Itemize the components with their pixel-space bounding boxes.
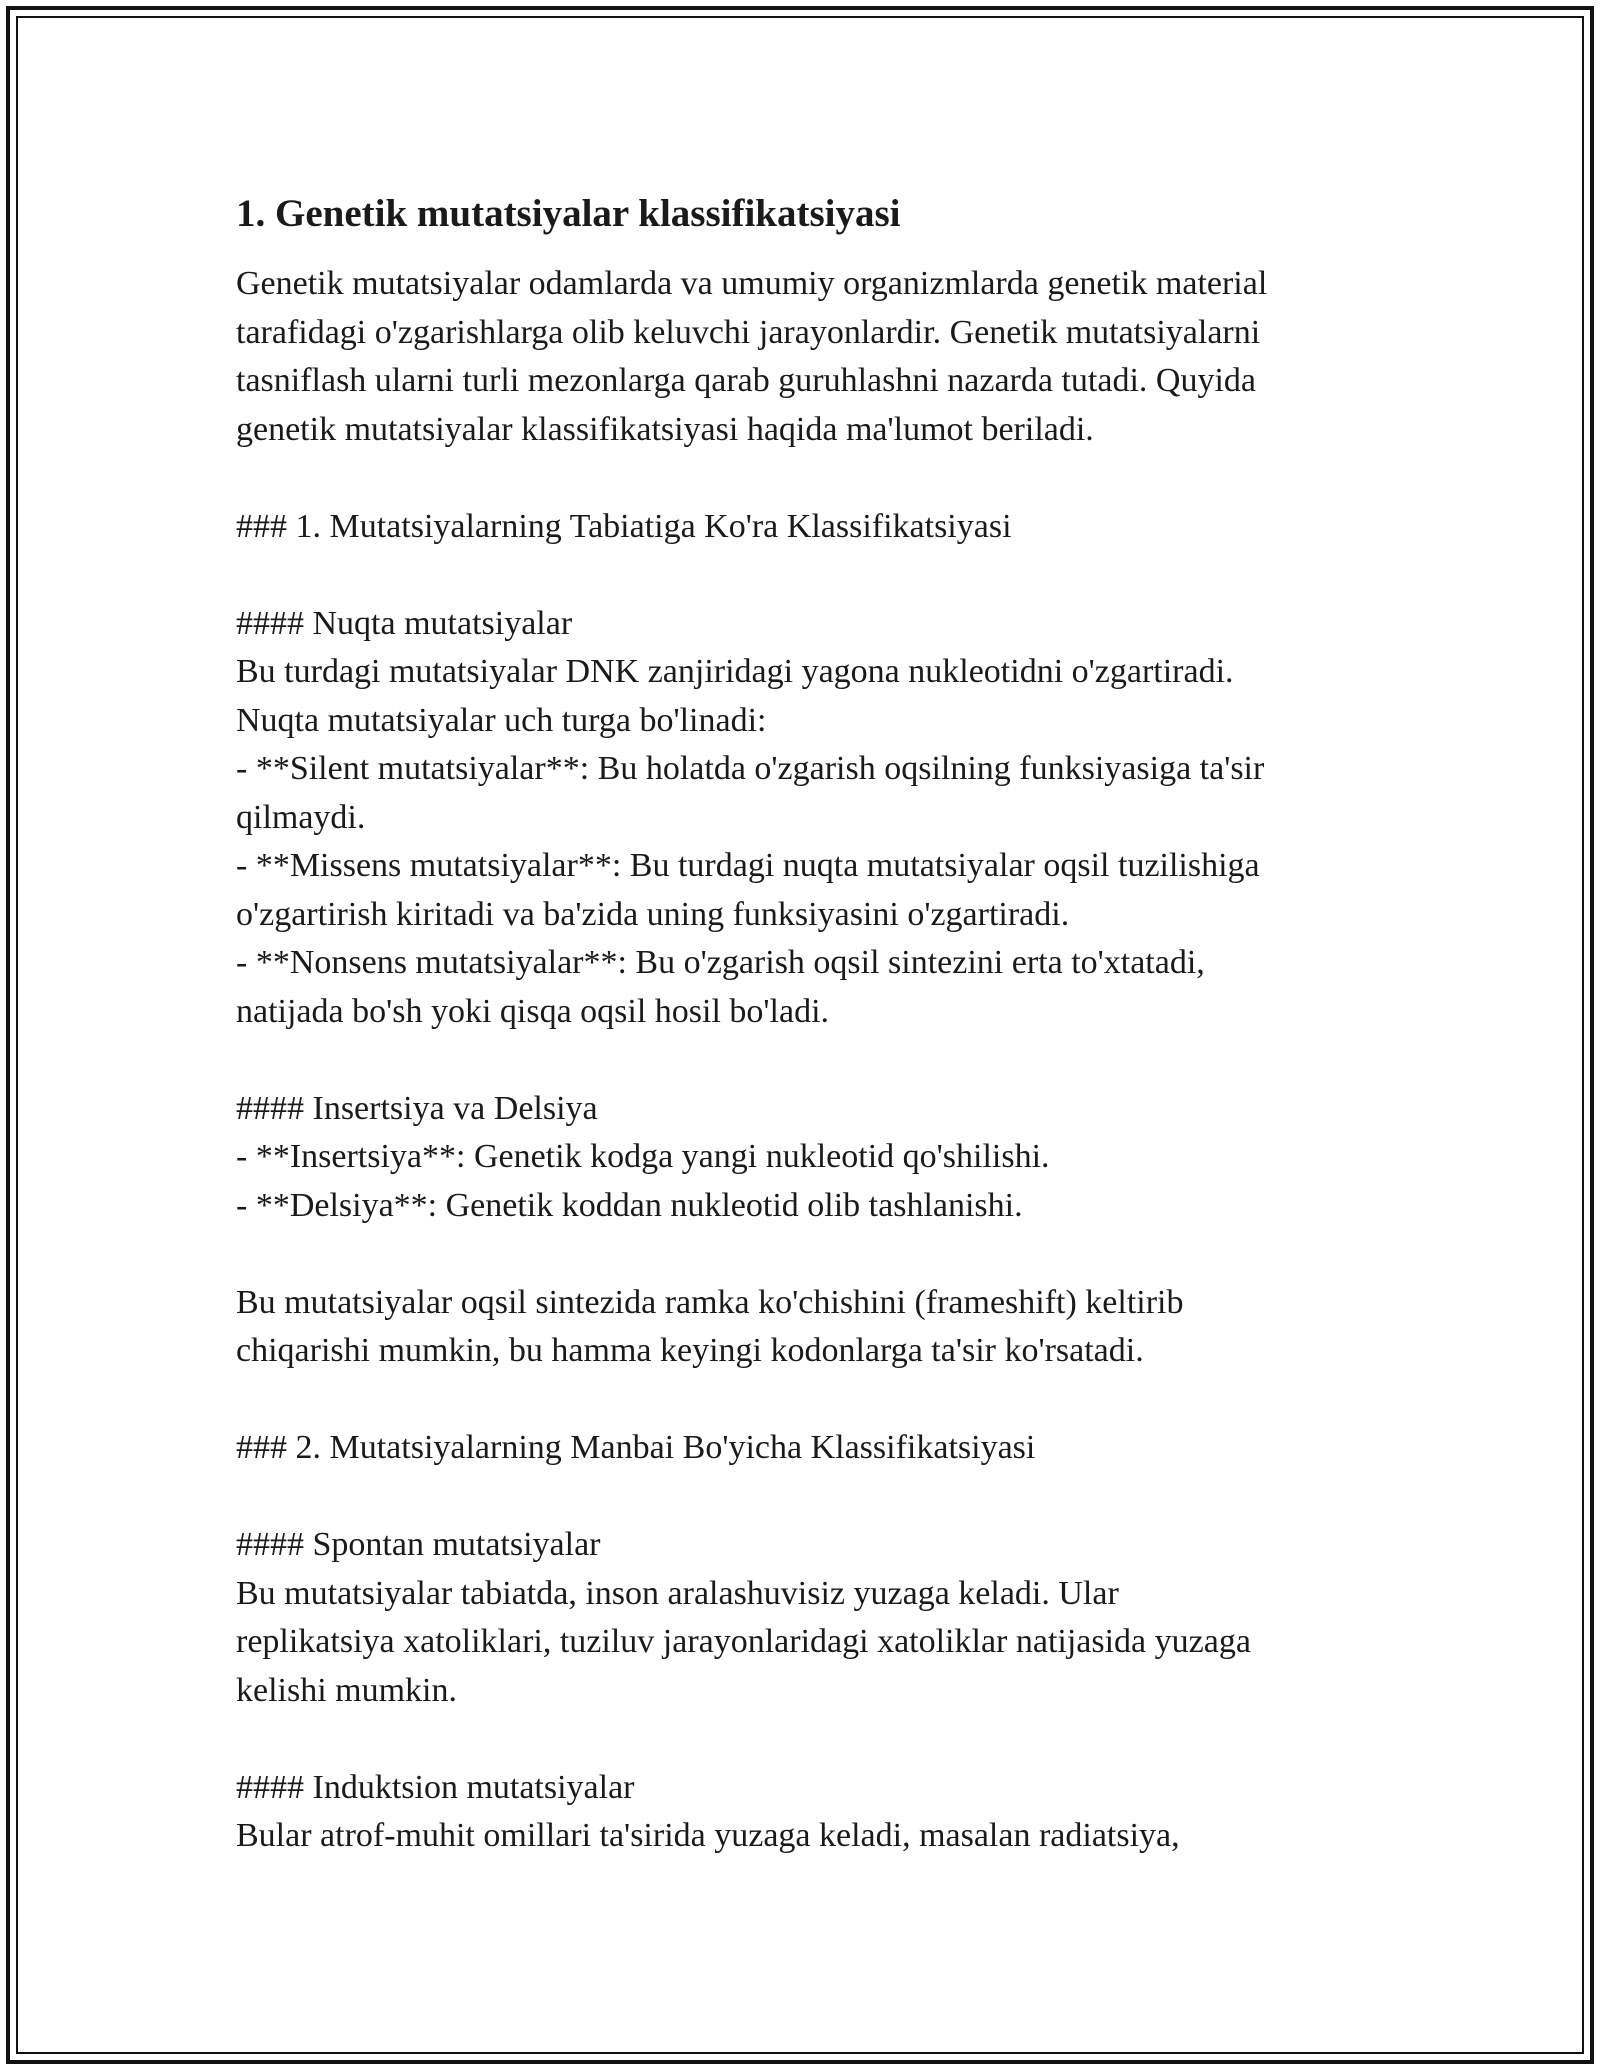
- intro-line: genetik mutatsiyalar klassifikatsiyasi haqida ma'lumot beriladi.: [236, 410, 1094, 448]
- list-item-missens: - **Missens mutatsiyalar**: Bu turdagi nuqta mutatsiyalar oqsil tuzilishiga: [236, 847, 1260, 884]
- list-item-nonsens: - **Nonsens mutatsiyalar**: Bu o'zgarish oqsil sintezini erta to'xtatadi,: [236, 944, 1205, 981]
- text-line: Bu turdagi mutatsiyalar DNK zanjiridagi yagona nukleotidni o'zgartiradi.: [236, 653, 1234, 690]
- intro-paragraph: [236, 260, 1376, 454]
- text-line: o'zgartirish kiritadi va ba'zida uning funksiyasini o'zgartiradi.: [236, 895, 1070, 933]
- subsection-heading-nuqta: #### Nuqta mutatsiyalar: [236, 604, 573, 642]
- spacer: [236, 551, 1376, 600]
- subsection-heading-insertsiya: #### Insertsiya va Delsiya: [236, 1089, 598, 1127]
- spacer: [236, 1473, 1376, 1522]
- text-line: qilmaydi.: [236, 798, 366, 836]
- document-body: [236, 186, 1376, 1861]
- spacer: [236, 1715, 1376, 1764]
- text-line: Bular atrof-muhit omillari ta'sirida yuzaga keladi, masalan radiatsiya,: [236, 1817, 1180, 1854]
- subsection-heading-induktsion: #### Induktsion mutatsiyalar: [236, 1768, 635, 1806]
- text-line: Nuqta mutatsiyalar uch turga bo'linadi:: [236, 701, 767, 739]
- intro-line: tasniflash ularni turli mezonlarga qarab guruhlashni nazarda tutadi. Quyida: [236, 362, 1256, 399]
- document-title: 1. Genetik mutatsiyalar klassifikatsiyasi: [236, 192, 901, 235]
- spacer: [236, 454, 1376, 503]
- list-item-delsiya: - **Delsiya**: Genetik koddan nukleotid olib tashlanishi.: [236, 1186, 1023, 1224]
- insertsiya-list: [236, 1133, 1376, 1230]
- list-item-insertsiya: - **Insertsiya**: Genetik kodga yangi nukleotid qo'shilishi.: [236, 1138, 1050, 1175]
- intro-line: Genetik mutatsiyalar odamlarda va umumiy organizmlarda genetik material: [236, 265, 1268, 302]
- intro-line: tarafidagi o'zgarishlarga olib keluvchi jarayonlardir. Genetik mutatsiyalarni: [236, 313, 1261, 351]
- spontan-paragraph: [236, 1570, 1376, 1716]
- text-line: Bu mutatsiyalar oqsil sintezida ramka ko'chishini (frameshift) keltirib: [236, 1283, 1184, 1321]
- induktsion-paragraph: [236, 1812, 1376, 1861]
- frameshift-paragraph: [236, 1279, 1376, 1376]
- spacer: [236, 1376, 1376, 1425]
- section-heading-1: ### 1. Mutatsiyalarning Tabiatiga Ko'ra Klassifikatsiyasi: [236, 507, 1012, 545]
- text-line: natijada bo'sh yoki qisqa oqsil hosil bo'ladi.: [236, 992, 830, 1030]
- list-item-silent: - **Silent mutatsiyalar**: Bu holatda o'zgarish oqsilning funksiyasiga ta'sir: [236, 750, 1265, 787]
- spacer: [236, 1036, 1376, 1085]
- section-heading-2: ### 2. Mutatsiyalarning Manbai Bo'yicha Klassifikatsiyasi: [236, 1429, 1036, 1466]
- spacer: [236, 1230, 1376, 1279]
- subsection-heading-spontan: #### Spontan mutatsiyalar: [236, 1526, 601, 1563]
- text-line: kelishi mumkin.: [236, 1671, 457, 1709]
- text-line: replikatsiya xatoliklari, tuziluv jarayonlaridagi xatoliklar natijasida yuzaga: [236, 1623, 1251, 1660]
- text-line: chiqarishi mumkin, bu hamma keyingi kodonlarga ta'sir ko'rsatadi.: [236, 1332, 1144, 1369]
- nuqta-paragraph: [236, 648, 1376, 1036]
- text-line: Bu mutatsiyalar tabiatda, inson aralashuvisiz yuzaga keladi. Ular: [236, 1574, 1119, 1612]
